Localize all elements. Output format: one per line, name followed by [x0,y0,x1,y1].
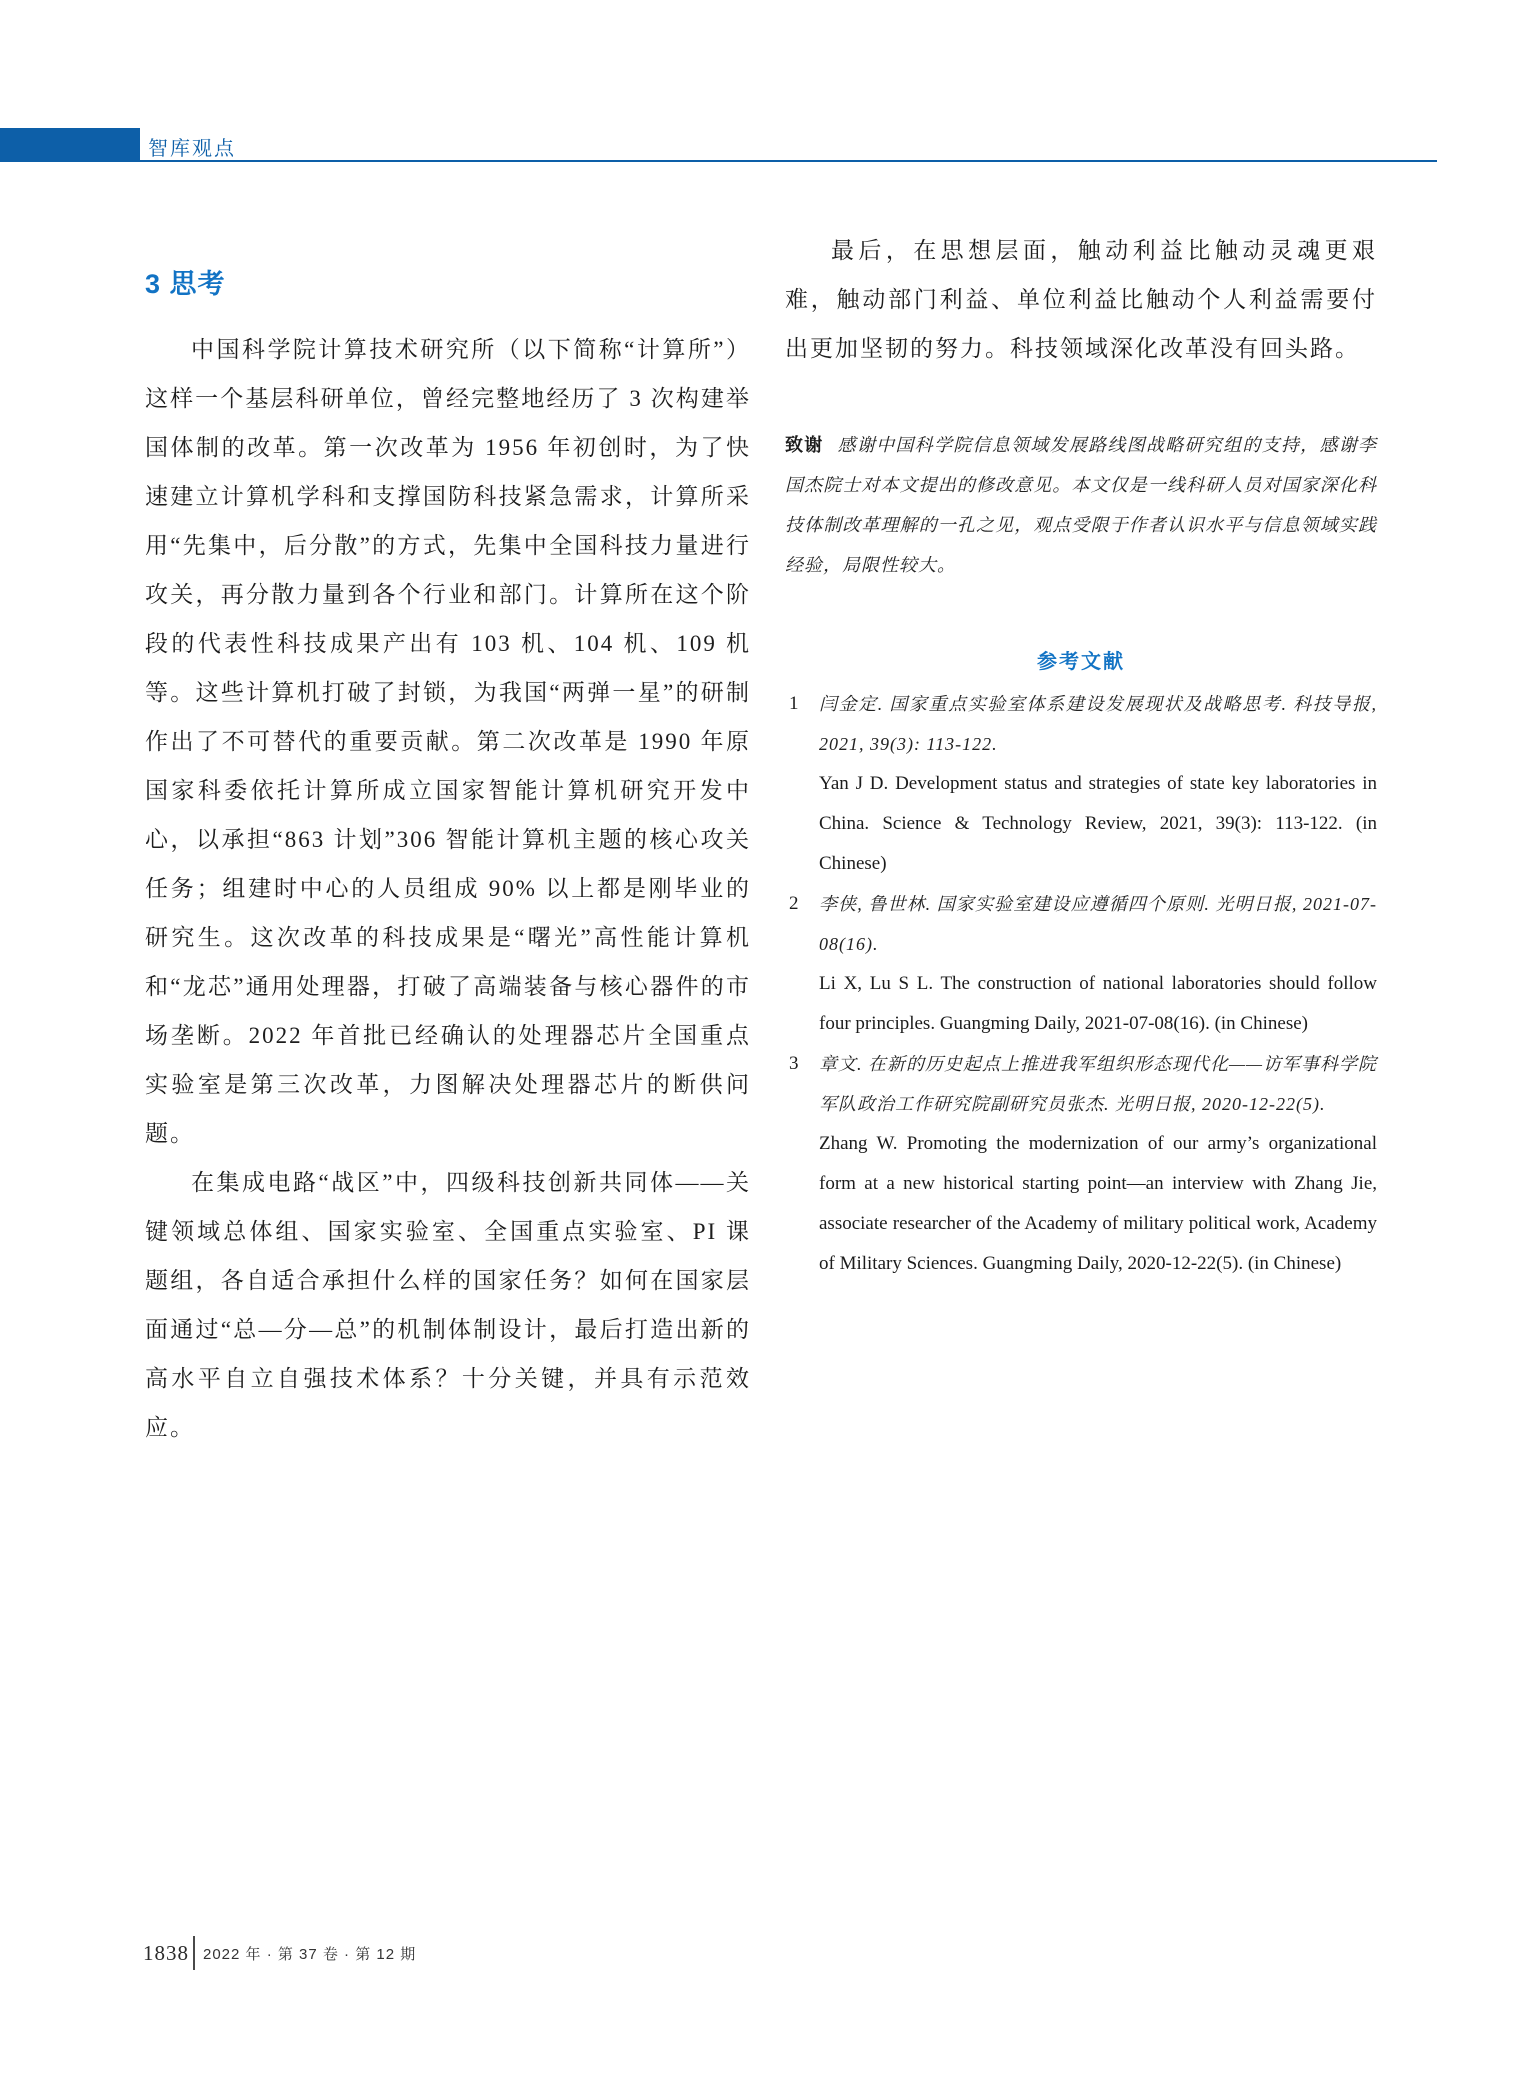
acknowledgement [785,425,1377,585]
column-section-label: 智库观点 [148,138,236,160]
closing-paragraph: 最后，在思想层面，触动利益比触动灵魂更艰难，触动部门利益、单位利益比触动个人利益需要付出更加坚韧的努力。科技领域深化改革没有回头路。 [785,238,1377,361]
reference-number: 1 [789,693,799,714]
right-column [785,226,1377,1284]
page-footer [143,1934,416,1972]
section-heading: 3 思考 [145,269,226,299]
footer-divider [193,1936,195,1970]
reference-item [785,884,1377,1044]
reference-number: 3 [789,1053,799,1074]
reference-chinese-citation: 闫金定. 国家重点实验室体系建设发展现状及战略思考. 科技导报, 2021, 39(3): 113-122. [819,694,1377,754]
reference-english-citation: Zhang W. Promoting the modernization of our army’s organizational form at a new historical starting point—an interview with Zhang Jie, associate researcher of the Academy of military political work, Academy of Military Sciences. Guangming Daily, 2020-12-22(5). (in Chinese) [819,1133,1377,1274]
acknowledgement-text: 感谢中国科学院信息领域发展路线图战略研究组的支持，感谢李国杰院士对本文提出的修改意见。本文仅是一线科研人员对国家深化科技体制改革理解的一孔之见，观点受限于作者认识水平与信息领域实践经验，局限性较大。 [785,435,1378,575]
reference-chinese-citation: 李侠, 鲁世林. 国家实验室建设应遵循四个原则. 光明日报, 2021-07-08(16). [819,894,1377,954]
issue-info: 2022 年 · 第 37 卷 · 第 12 期 [203,1945,417,1963]
references-list [785,684,1377,1284]
reference-item [785,1044,1377,1284]
reference-chinese-citation: 章文. 在新的历史起点上推进我军组织形态现代化——访军事科学院军队政治工作研究院副研究员张杰. 光明日报, 2020-12-22(5). [819,1054,1378,1114]
left-column [145,262,751,1452]
reference-item [785,684,1377,884]
reference-number: 2 [789,893,799,914]
reference-english-citation: Yan J D. Development status and strategies of state key laboratories in China. Science & Technology Review, 2021, 39(3): 113-122. (in Chinese) [819,773,1377,874]
acknowledgement-label: 致谢 [785,435,824,455]
page-number: 1838 [143,1940,189,1965]
header-band-rectangle [0,128,140,162]
reference-english-citation: Li X, Lu S L. The construction of national laboratories should follow four principles. Guangming Daily, 2021-07-08(16). (in Chinese) [819,973,1377,1034]
body-paragraph-2: 在集成电路“战区”中，四级科技创新共同体——关键领域总体组、国家实验室、全国重点实验室、PI 课题组，各自适合承担什么样的国家任务？如何在国家层面通过“总—分—总”的机制体制设计，最后打造出新的高水平自立自强技术体系？十分关键，并具有示范效应。 [145,1170,751,1440]
references-heading: 参考文献 [1037,651,1125,673]
body-paragraph-1: 中国科学院计算技术研究所（以下简称“计算所”）这样一个基层科研单位，曾经完整地经历了 3 次构建举国体制的改革。第一次改革为 1956 年初创时，为了快速建立计算机学科和支撑国防科技紧急需求，计算所采用“先集中，后分散”的方式，先集中全国科技力量进行攻关，再分散力量到各个行业和部门。计算所在这个阶段的代表性科技成果产出有 103 机、104 机、109 机等。这些计算机打破了封锁，为我国“两弹一星”的研制作出了不可替代的重要贡献。第二次改革是 1990 年原国家科委依托计算所成立国家智能计算机研究开发中心，以承担“863 计划”306 智能计算机主题的核心攻关任务；组建时中心的人员组成 90% 以上都是刚毕业的研究生。这次改革的科技成果是“曙光”高性能计算机和“龙芯”通用处理器，打破了高端装备与核心器件的市场垄断。2022 年首批已经确认的处理器芯片全国重点实验室是第三次改革，力图解决处理器芯片的断供问题。 [145,337,752,1146]
header-rule-line [140,160,1437,162]
